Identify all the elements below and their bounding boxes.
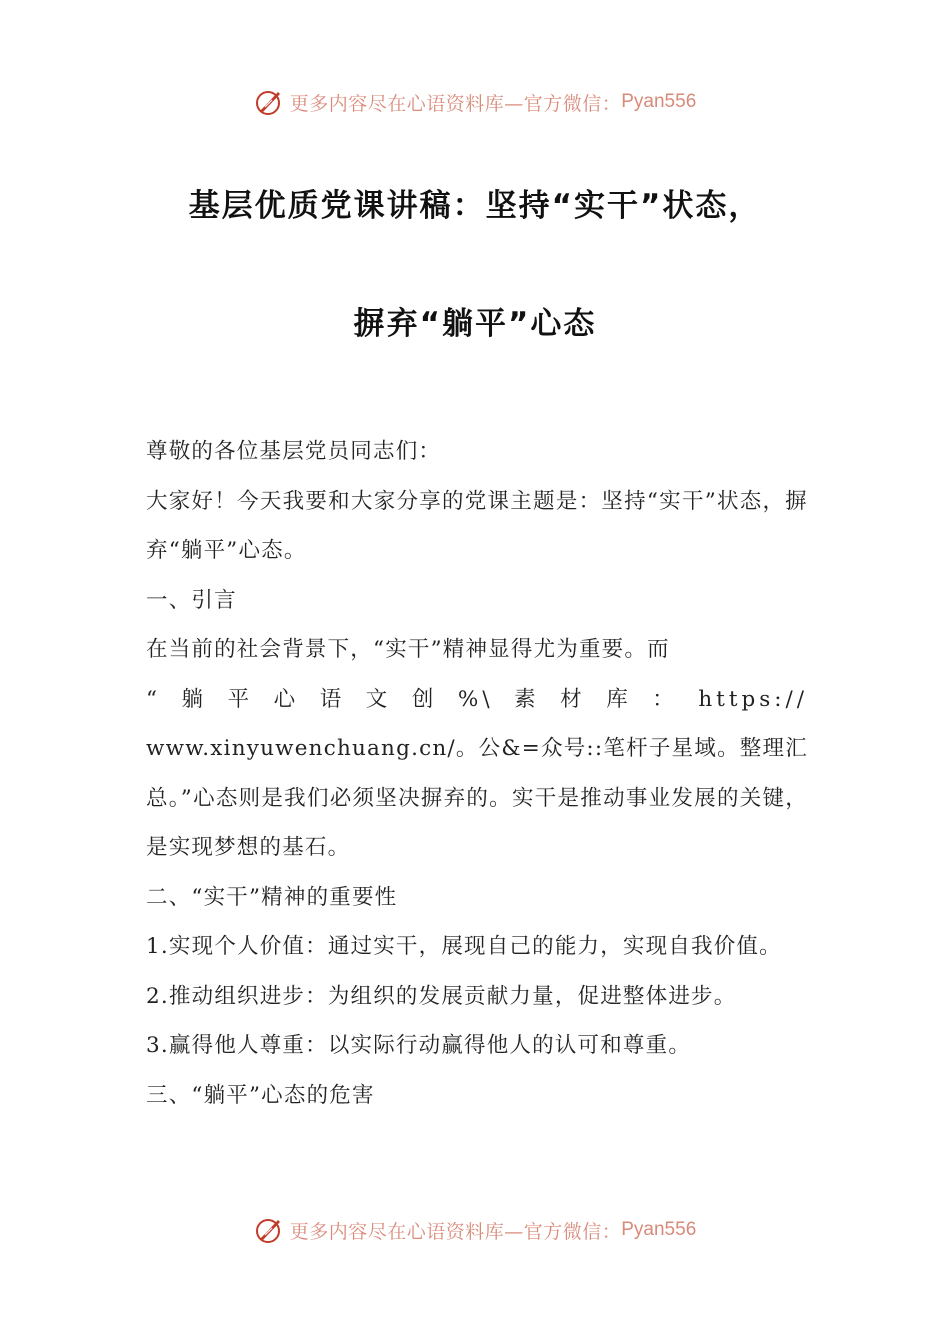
footer-watermark (0, 1210, 950, 1250)
watermark-text: 更多内容尽在心语资料库—官方微信： (289, 1220, 622, 1243)
intro-paragraph-source: “躺平心语文创%\素材库：https:// (146, 686, 808, 712)
section-heading-intro: 一、引言 (146, 587, 237, 613)
section-heading-importance: 二、“实干”精神的重要性 (146, 884, 398, 910)
quill-logo-icon (254, 1215, 284, 1245)
list-item: 2.推动组织进步：为组织的发展贡献力量，促进整体进步。 (146, 983, 737, 1009)
watermark-wechat-id: Pyan556 (621, 91, 697, 112)
list-item: 1.实现个人价值：通过实干，展现自己的能力，实现自我价值。 (146, 934, 782, 959)
intro-paragraph-line: 在当前的社会背景下，“实干”精神显得尤为重要。而 (146, 637, 670, 662)
quill-logo-icon (254, 87, 284, 117)
document-body (146, 427, 808, 1120)
greeting-paragraph: 大家好！今天我要和大家分享的党课主题是：坚持“实干”状态，摒弃“躺平”心态。 (146, 488, 808, 563)
salutation: 尊敬的各位基层党员同志们： (146, 439, 442, 464)
intro-paragraph-rest: www.xinyuwenchuang.cn/。公&=众号::笔杆子星域。整理汇总。”心态则是我们必须坚决摒弃的。实干是推动事业发展的关键，是实现梦想的基石。 (146, 736, 808, 860)
section-heading-harm: 三、“躺平”心态的危害 (146, 1082, 375, 1108)
document-title-line1: 基层优质党课讲稿：坚持“实干”状态， (188, 188, 762, 224)
watermark-text: 更多内容尽在心语资料库—官方微信： (289, 92, 622, 115)
watermark-wechat-id: Pyan556 (621, 1219, 697, 1240)
list-item: 3.赢得他人尊重：以实际行动赢得他人的认可和尊重。 (146, 1033, 692, 1058)
header-watermark (0, 82, 950, 122)
document-title-line2: 摒弃“躺平”心态 (353, 306, 597, 342)
